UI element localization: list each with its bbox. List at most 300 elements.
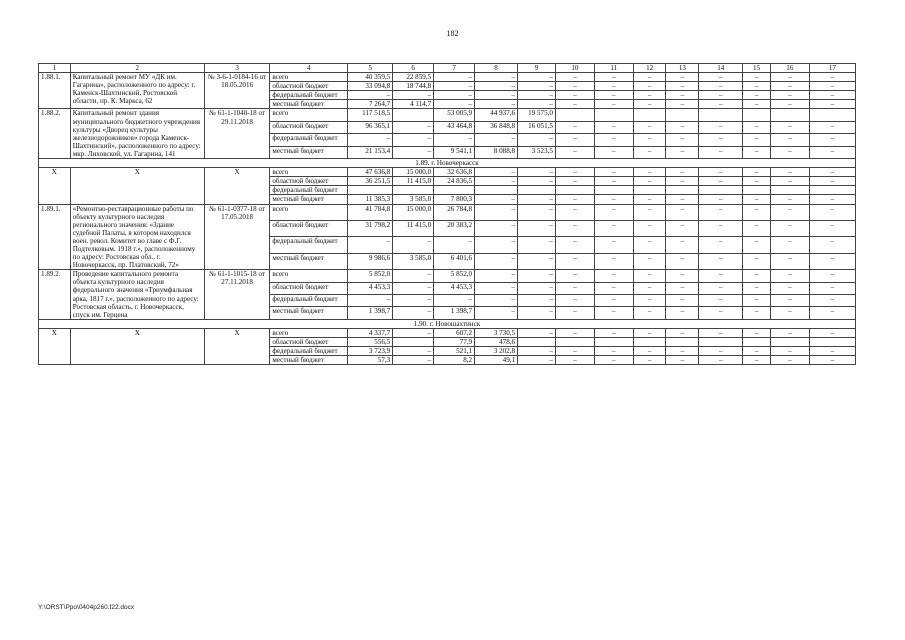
value-cell: – xyxy=(594,168,633,177)
value-cell: – xyxy=(393,328,434,337)
value-cell: – xyxy=(809,282,855,294)
value-cell: – xyxy=(555,328,594,337)
item-name: Х xyxy=(70,328,204,364)
column-header: 3 xyxy=(204,64,270,73)
funding-source: федеральный бюджет xyxy=(270,347,348,356)
item-number: 1.89.1. xyxy=(39,204,71,270)
value-cell: – xyxy=(594,347,633,356)
value-cell: – xyxy=(555,168,594,177)
value-cell: – xyxy=(348,91,393,100)
value-cell: – xyxy=(699,204,743,220)
value-cell: – xyxy=(518,347,556,356)
value-cell xyxy=(393,186,434,195)
value-cell: – xyxy=(393,295,434,307)
value-cell: – xyxy=(743,121,771,133)
table-row xyxy=(39,109,856,121)
value-cell: 5 852,0 xyxy=(348,270,393,282)
value-cell: 11 415,0 xyxy=(393,220,434,236)
value-cell: – xyxy=(770,204,809,220)
value-cell xyxy=(666,109,699,121)
value-cell: – xyxy=(633,253,666,269)
value-cell: – xyxy=(393,134,434,146)
value-cell: – xyxy=(434,295,475,307)
value-cell: – xyxy=(699,270,743,282)
value-cell: 15 000,0 xyxy=(393,168,434,177)
value-cell: – xyxy=(809,168,855,177)
value-cell: – xyxy=(666,195,699,204)
page-number: 182 xyxy=(446,29,459,38)
value-cell: 5 852,0 xyxy=(434,270,475,282)
value-cell: – xyxy=(666,121,699,133)
value-cell: – xyxy=(475,253,518,269)
value-cell: – xyxy=(518,73,556,82)
value-cell xyxy=(699,338,743,347)
value-cell: 47 636,8 xyxy=(348,168,393,177)
value-cell: – xyxy=(475,295,518,307)
value-cell: – xyxy=(475,82,518,91)
value-cell: 77,9 xyxy=(434,338,475,347)
value-cell: – xyxy=(743,295,771,307)
value-cell xyxy=(633,338,666,347)
value-cell xyxy=(475,186,518,195)
value-cell: – xyxy=(699,237,743,253)
value-cell: 7 264,7 xyxy=(348,100,393,109)
value-cell: – xyxy=(770,134,809,146)
value-cell: – xyxy=(743,328,771,337)
funding-source: всего xyxy=(270,109,348,121)
value-cell: – xyxy=(594,295,633,307)
value-cell xyxy=(594,338,633,347)
value-cell: – xyxy=(699,356,743,365)
table-row xyxy=(39,168,856,177)
value-cell: 607,2 xyxy=(434,328,475,337)
value-cell: – xyxy=(633,168,666,177)
value-cell: – xyxy=(666,347,699,356)
value-cell: 1 398,7 xyxy=(434,307,475,319)
item-number: Х xyxy=(39,168,71,204)
funding-source: местный бюджет xyxy=(270,146,348,158)
value-cell: – xyxy=(594,195,633,204)
value-cell: – xyxy=(633,282,666,294)
funding-source: местный бюджет xyxy=(270,356,348,365)
value-cell: 117 518,5 xyxy=(348,109,393,121)
value-cell: – xyxy=(633,270,666,282)
value-cell: – xyxy=(699,220,743,236)
value-cell: 96 365,1 xyxy=(348,121,393,133)
value-cell: – xyxy=(434,73,475,82)
table-row xyxy=(39,328,856,337)
value-cell: – xyxy=(666,237,699,253)
value-cell xyxy=(594,186,633,195)
value-cell: – xyxy=(594,134,633,146)
value-cell: – xyxy=(475,100,518,109)
value-cell: – xyxy=(699,307,743,319)
value-cell: 33 094,8 xyxy=(348,82,393,91)
value-cell: – xyxy=(809,134,855,146)
value-cell: – xyxy=(518,307,556,319)
value-cell xyxy=(770,338,809,347)
value-cell: – xyxy=(699,328,743,337)
funding-source: областной бюджет xyxy=(270,121,348,133)
value-cell xyxy=(770,109,809,121)
item-number: 1.89.2. xyxy=(39,270,71,320)
value-cell: – xyxy=(743,82,771,91)
column-header: 9 xyxy=(518,64,556,73)
value-cell: – xyxy=(393,307,434,319)
value-cell: – xyxy=(555,356,594,365)
value-cell: – xyxy=(594,177,633,186)
value-cell: – xyxy=(770,253,809,269)
item-document: № 61-1-1040-18 от 29.11.2018 xyxy=(204,109,270,159)
value-cell: – xyxy=(770,307,809,319)
value-cell: – xyxy=(770,356,809,365)
item-name: Проведение капитального ремонта объекта культурного наследия федерального значения «Триумфальная арка, 1817 г.», расположенного по адресу: Ростовская область, г. Новочеркасск, спуск им. Герцена xyxy=(70,270,204,320)
value-cell: 6 401,6 xyxy=(434,253,475,269)
value-cell: – xyxy=(555,121,594,133)
value-cell: – xyxy=(594,307,633,319)
value-cell: – xyxy=(699,121,743,133)
section-row xyxy=(39,319,856,328)
value-cell: – xyxy=(518,82,556,91)
value-cell: – xyxy=(809,121,855,133)
value-cell: 24 836,5 xyxy=(434,177,475,186)
value-cell: – xyxy=(809,270,855,282)
value-cell: – xyxy=(393,237,434,253)
value-cell: – xyxy=(666,270,699,282)
value-cell xyxy=(809,109,855,121)
value-cell: 7 800,3 xyxy=(434,195,475,204)
value-cell: – xyxy=(594,253,633,269)
value-cell: – xyxy=(770,82,809,91)
value-cell: – xyxy=(348,295,393,307)
value-cell: – xyxy=(594,146,633,158)
value-cell: – xyxy=(393,356,434,365)
value-cell: – xyxy=(633,307,666,319)
value-cell: – xyxy=(770,121,809,133)
value-cell: 521,1 xyxy=(434,347,475,356)
value-cell: – xyxy=(475,195,518,204)
item-name: Капитальный ремонт здания муниципального бюджетного учреждения культуры «Дворец культуры железнодорожников» города Каменск-Шахтинский», расположенного по адресу: мкр. Лиховской, ул. Гагарина, 141 xyxy=(70,109,204,159)
value-cell: 20 383,2 xyxy=(434,220,475,236)
value-cell: – xyxy=(743,73,771,82)
value-cell: – xyxy=(555,177,594,186)
value-cell: – xyxy=(518,134,556,146)
funding-source: федеральный бюджет xyxy=(270,295,348,307)
value-cell: – xyxy=(348,237,393,253)
value-cell: – xyxy=(809,307,855,319)
value-cell: – xyxy=(743,347,771,356)
value-cell: 1 398,7 xyxy=(348,307,393,319)
value-cell: – xyxy=(699,177,743,186)
funding-source: местный бюджет xyxy=(270,100,348,109)
value-cell: – xyxy=(475,307,518,319)
value-cell: – xyxy=(809,204,855,220)
value-cell xyxy=(770,186,809,195)
funding-source: местный бюджет xyxy=(270,195,348,204)
value-cell xyxy=(699,109,743,121)
item-document: № 61-1-0377-18 от 17.05.2018 xyxy=(204,204,270,270)
value-cell: – xyxy=(594,270,633,282)
value-cell: – xyxy=(770,146,809,158)
value-cell: 3 730,5 xyxy=(475,328,518,337)
value-cell: 3 585,0 xyxy=(393,253,434,269)
value-cell: – xyxy=(633,220,666,236)
value-cell: 18 744,8 xyxy=(393,82,434,91)
value-cell: – xyxy=(666,204,699,220)
value-cell: – xyxy=(743,307,771,319)
item-number: 1.88.1. xyxy=(39,73,71,109)
value-cell: – xyxy=(594,91,633,100)
value-cell: – xyxy=(475,270,518,282)
funding-source: областной бюджет xyxy=(270,82,348,91)
item-document: Х xyxy=(204,328,270,364)
column-header: 17 xyxy=(809,64,855,73)
value-cell: – xyxy=(699,253,743,269)
value-cell xyxy=(393,338,434,347)
budget-table xyxy=(38,63,856,365)
value-cell: 11 415,0 xyxy=(393,177,434,186)
value-cell xyxy=(555,338,594,347)
value-cell: – xyxy=(475,177,518,186)
value-cell: – xyxy=(594,73,633,82)
value-cell: – xyxy=(475,237,518,253)
value-cell: – xyxy=(666,82,699,91)
value-cell: – xyxy=(434,91,475,100)
value-cell: – xyxy=(555,270,594,282)
value-cell xyxy=(809,186,855,195)
value-cell: – xyxy=(518,100,556,109)
value-cell xyxy=(699,186,743,195)
value-cell: – xyxy=(555,253,594,269)
value-cell: – xyxy=(770,195,809,204)
value-cell: – xyxy=(594,100,633,109)
value-cell: – xyxy=(809,146,855,158)
value-cell: – xyxy=(594,82,633,91)
value-cell: – xyxy=(809,347,855,356)
column-header: 12 xyxy=(633,64,666,73)
value-cell: – xyxy=(666,282,699,294)
value-cell: – xyxy=(518,168,556,177)
value-cell: – xyxy=(770,282,809,294)
value-cell: 9 541,1 xyxy=(434,146,475,158)
value-cell: – xyxy=(475,282,518,294)
value-cell: – xyxy=(594,204,633,220)
value-cell: – xyxy=(666,177,699,186)
column-header: 14 xyxy=(699,64,743,73)
value-cell: – xyxy=(555,100,594,109)
value-cell: – xyxy=(518,328,556,337)
value-cell: – xyxy=(770,168,809,177)
section-row xyxy=(39,159,856,168)
value-cell: – xyxy=(770,220,809,236)
value-cell: – xyxy=(475,220,518,236)
value-cell xyxy=(555,109,594,121)
value-cell xyxy=(348,186,393,195)
value-cell: – xyxy=(475,168,518,177)
value-cell: – xyxy=(666,146,699,158)
value-cell: 11 385,3 xyxy=(348,195,393,204)
value-cell: – xyxy=(518,356,556,365)
value-cell: 36 251,5 xyxy=(348,177,393,186)
value-cell: 49,1 xyxy=(475,356,518,365)
value-cell: – xyxy=(633,347,666,356)
column-header: 15 xyxy=(743,64,771,73)
value-cell: – xyxy=(770,177,809,186)
column-header: 13 xyxy=(666,64,699,73)
value-cell: 8,2 xyxy=(434,356,475,365)
value-cell: – xyxy=(770,270,809,282)
value-cell: – xyxy=(594,121,633,133)
value-cell: 22 859,5 xyxy=(393,73,434,82)
value-cell: – xyxy=(743,270,771,282)
value-cell: 15 000,0 xyxy=(393,204,434,220)
value-cell: – xyxy=(555,134,594,146)
value-cell: – xyxy=(633,82,666,91)
value-cell xyxy=(518,186,556,195)
value-cell: – xyxy=(743,282,771,294)
funding-source: федеральный бюджет xyxy=(270,237,348,253)
value-cell: 31 798,2 xyxy=(348,220,393,236)
value-cell: – xyxy=(809,91,855,100)
value-cell: – xyxy=(518,177,556,186)
value-cell: – xyxy=(666,220,699,236)
value-cell: – xyxy=(555,282,594,294)
value-cell xyxy=(743,338,771,347)
value-cell: – xyxy=(348,134,393,146)
column-header: 7 xyxy=(434,64,475,73)
value-cell xyxy=(633,186,666,195)
value-cell: 4 114,7 xyxy=(393,100,434,109)
value-cell: – xyxy=(475,134,518,146)
value-cell xyxy=(633,109,666,121)
value-cell: – xyxy=(699,347,743,356)
value-cell: 3 202,8 xyxy=(475,347,518,356)
value-cell: – xyxy=(633,237,666,253)
value-cell xyxy=(809,338,855,347)
value-cell: – xyxy=(770,73,809,82)
funding-source: областной бюджет xyxy=(270,220,348,236)
value-cell: – xyxy=(393,270,434,282)
value-cell xyxy=(743,186,771,195)
value-cell: – xyxy=(809,82,855,91)
value-cell: 16 051,5 xyxy=(518,121,556,133)
value-cell: – xyxy=(666,134,699,146)
value-cell: 19 575,0 xyxy=(518,109,556,121)
item-document: Х xyxy=(204,168,270,204)
value-cell: 44 937,6 xyxy=(475,109,518,121)
value-cell: – xyxy=(555,237,594,253)
value-cell: 40 359,5 xyxy=(348,73,393,82)
value-cell: – xyxy=(555,295,594,307)
value-cell: 53 005,9 xyxy=(434,109,475,121)
value-cell: – xyxy=(809,356,855,365)
value-cell: – xyxy=(393,282,434,294)
value-cell: 8 088,8 xyxy=(475,146,518,158)
value-cell: – xyxy=(594,328,633,337)
value-cell: – xyxy=(809,220,855,236)
value-cell: – xyxy=(594,220,633,236)
value-cell: – xyxy=(633,195,666,204)
value-cell: – xyxy=(475,91,518,100)
value-cell: – xyxy=(770,91,809,100)
funding-source: областной бюджет xyxy=(270,282,348,294)
value-cell: – xyxy=(555,195,594,204)
column-header: 6 xyxy=(393,64,434,73)
value-cell: – xyxy=(743,356,771,365)
value-cell: – xyxy=(434,134,475,146)
value-cell: – xyxy=(743,253,771,269)
column-header-row xyxy=(39,64,856,73)
value-cell: – xyxy=(555,82,594,91)
value-cell xyxy=(434,186,475,195)
value-cell: – xyxy=(555,91,594,100)
value-cell: – xyxy=(594,282,633,294)
column-header: 16 xyxy=(770,64,809,73)
value-cell: – xyxy=(699,295,743,307)
value-cell: – xyxy=(743,100,771,109)
value-cell: – xyxy=(809,295,855,307)
value-cell: 3 523,5 xyxy=(518,146,556,158)
funding-source: местный бюджет xyxy=(270,307,348,319)
value-cell: – xyxy=(434,82,475,91)
value-cell: – xyxy=(666,328,699,337)
value-cell: – xyxy=(633,295,666,307)
table-row xyxy=(39,270,856,282)
value-cell: 4 453,3 xyxy=(348,282,393,294)
value-cell: – xyxy=(393,91,434,100)
column-header: 5 xyxy=(348,64,393,73)
funding-source: федеральный бюджет xyxy=(270,91,348,100)
value-cell: – xyxy=(699,168,743,177)
value-cell xyxy=(666,186,699,195)
value-cell: – xyxy=(743,220,771,236)
value-cell: – xyxy=(770,347,809,356)
value-cell: – xyxy=(633,204,666,220)
item-number: Х xyxy=(39,328,71,364)
value-cell: – xyxy=(699,282,743,294)
value-cell: – xyxy=(770,328,809,337)
column-header: 4 xyxy=(270,64,348,73)
value-cell: – xyxy=(633,356,666,365)
value-cell: – xyxy=(633,121,666,133)
value-cell: 556,5 xyxy=(348,338,393,347)
funding-source: федеральный бюджет xyxy=(270,186,348,195)
value-cell: – xyxy=(809,237,855,253)
value-cell: – xyxy=(518,270,556,282)
value-cell: – xyxy=(770,295,809,307)
item-name: «Ремонтно-реставрационные работы по объекту культурного наследия регионального значения: «Здание судебной Палаты, в котором находился воен. револ. Комитет во главе с Ф.Г. Подтелковым. 1918 г.», расположенному по адресу: Ростовская обл., г. Новочеркасск, пр. Платовский, 72» xyxy=(70,204,204,270)
value-cell: – xyxy=(434,237,475,253)
value-cell: – xyxy=(666,295,699,307)
value-cell: – xyxy=(594,237,633,253)
funding-source: всего xyxy=(270,328,348,337)
value-cell: – xyxy=(555,73,594,82)
value-cell: – xyxy=(666,307,699,319)
value-cell: – xyxy=(666,91,699,100)
value-cell: 9 986,6 xyxy=(348,253,393,269)
value-cell: – xyxy=(518,282,556,294)
value-cell: – xyxy=(518,91,556,100)
value-cell: – xyxy=(809,195,855,204)
value-cell: – xyxy=(633,177,666,186)
value-cell: – xyxy=(393,146,434,158)
value-cell: 36 848,8 xyxy=(475,121,518,133)
value-cell: – xyxy=(633,100,666,109)
value-cell: – xyxy=(666,73,699,82)
value-cell: – xyxy=(518,204,556,220)
item-name: Капитальный ремонт МУ «ДК им. Гагарина», расположенного по адресу: г. Каменск-Шахтинский, Ростовской области, пр. К. Маркса, 62 xyxy=(70,73,204,109)
value-cell xyxy=(555,186,594,195)
